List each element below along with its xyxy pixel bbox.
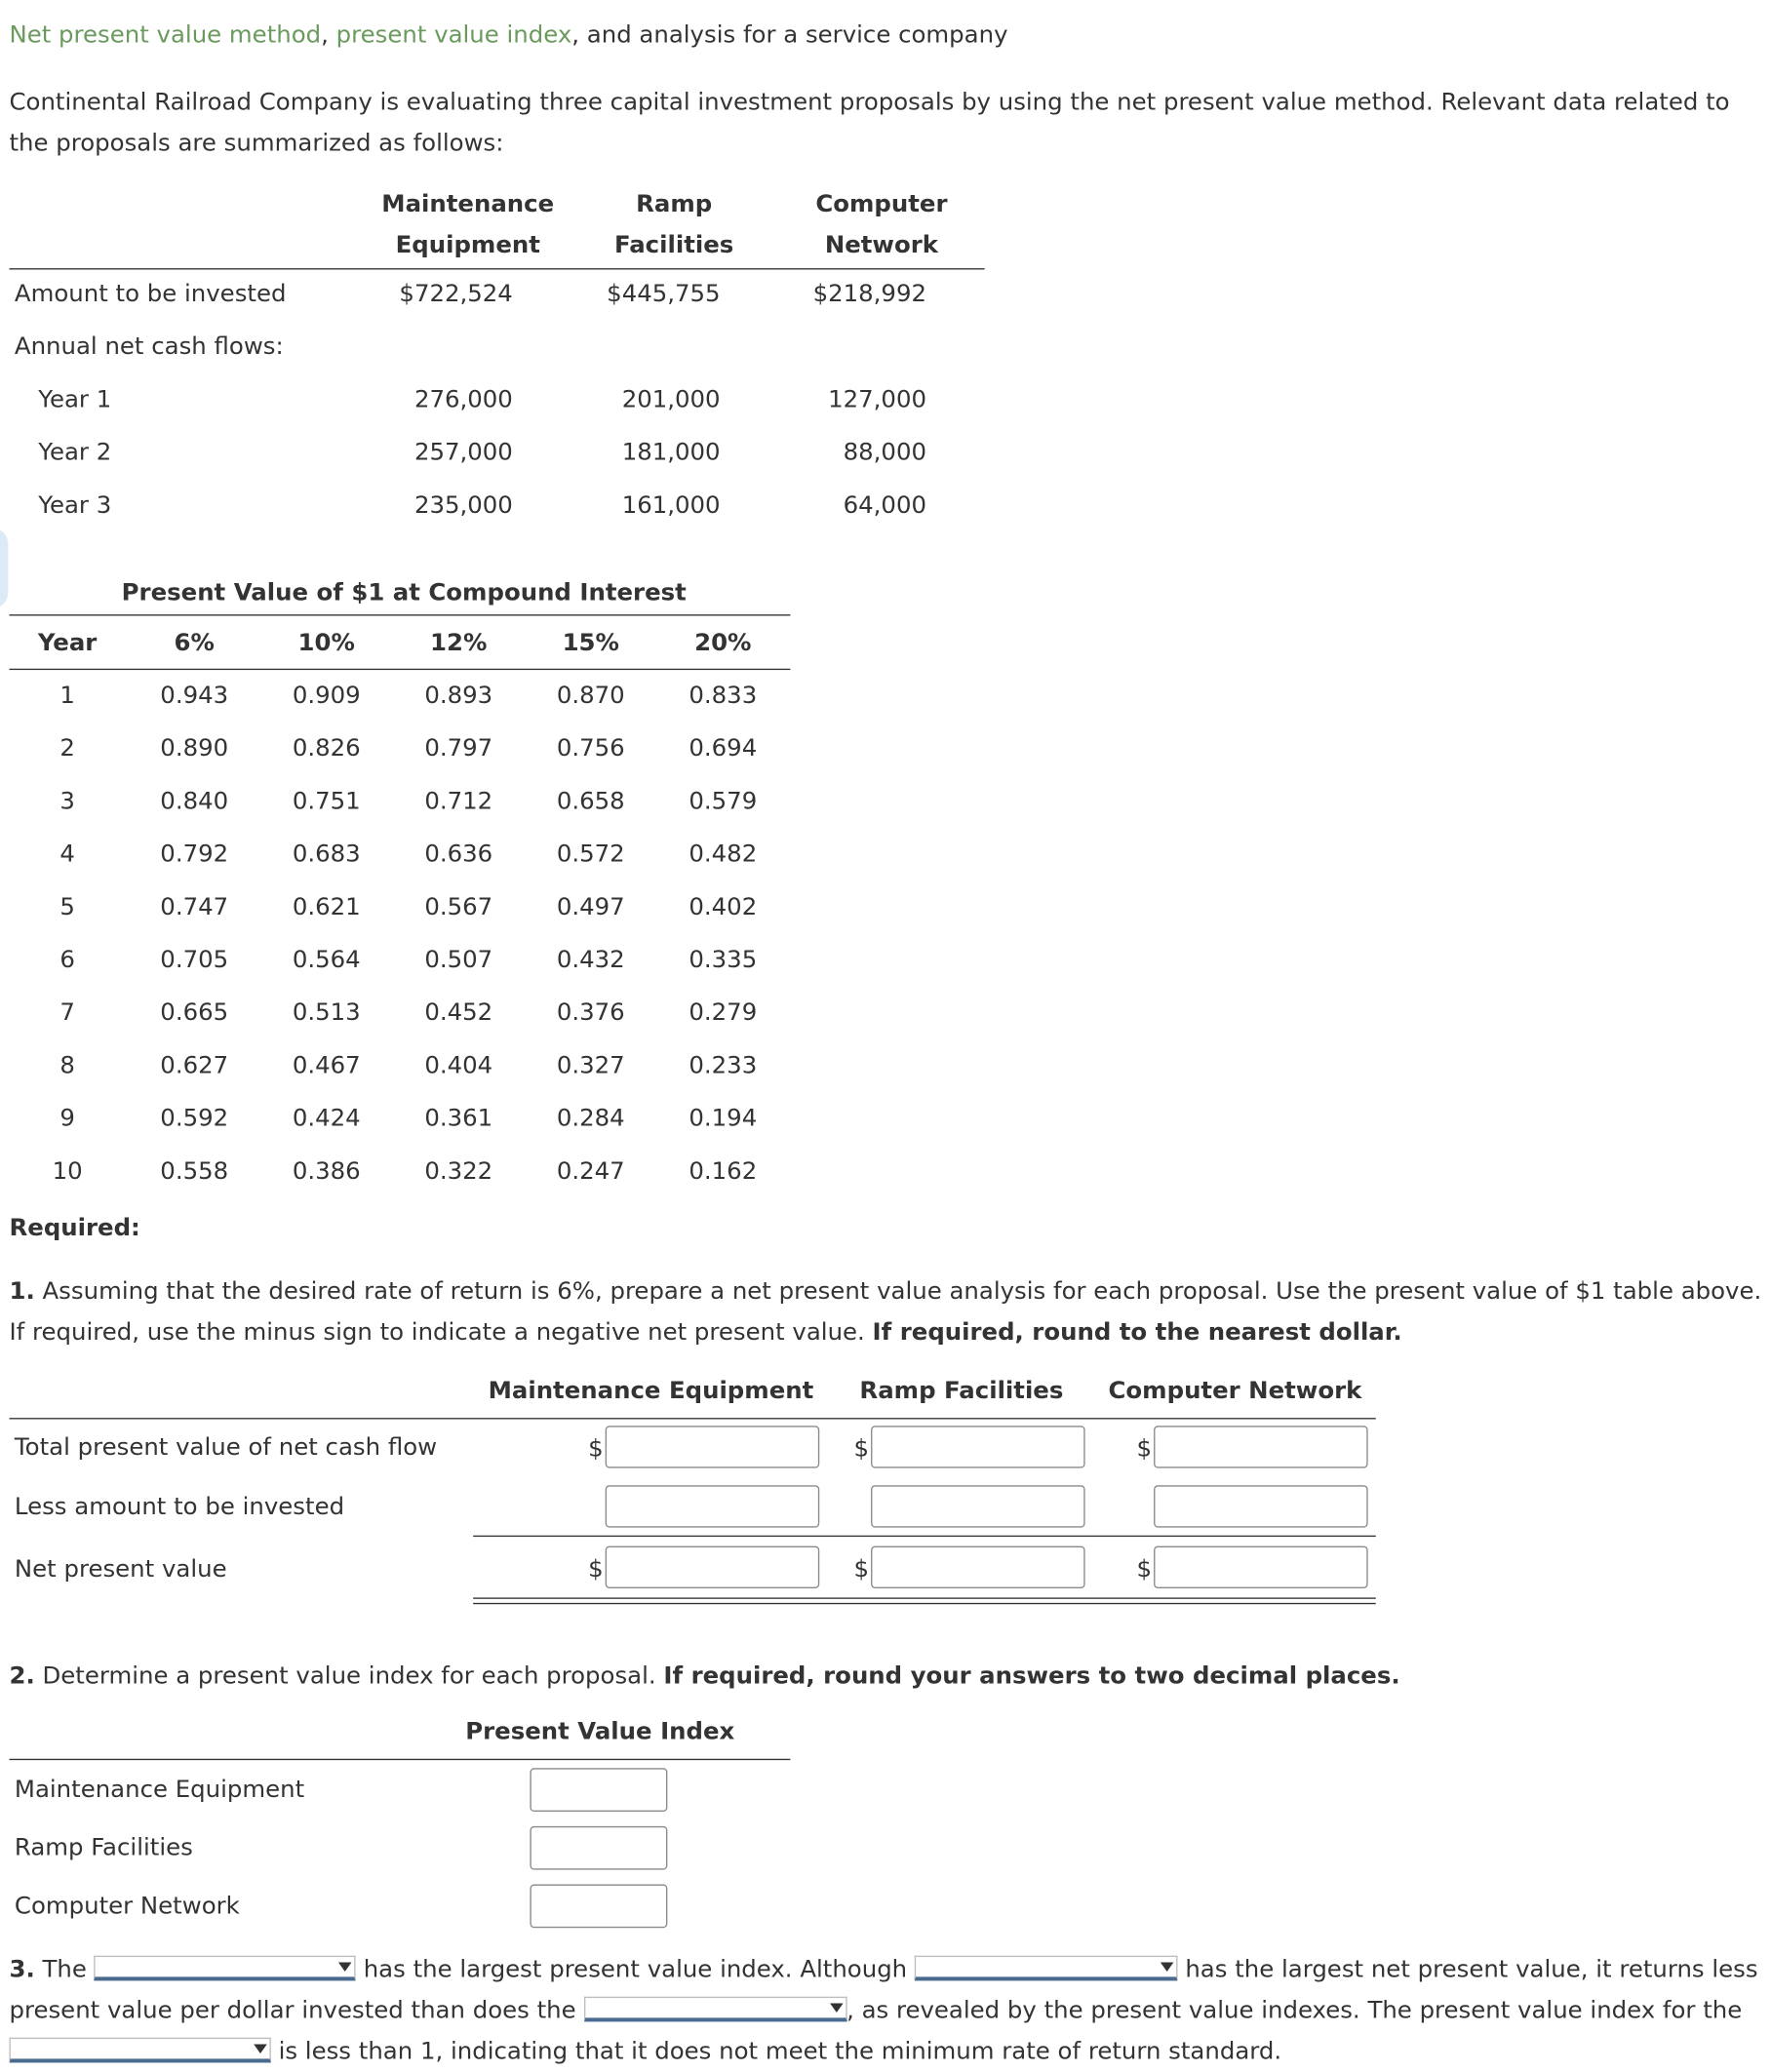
q3-number: 3. bbox=[9, 1955, 35, 1984]
pv-factor-cell: 0.636 bbox=[424, 840, 493, 869]
pv-factor-cell: 0.497 bbox=[556, 893, 625, 921]
largest-npv-select[interactable] bbox=[915, 1956, 1178, 1981]
cash-flow: 181,000 bbox=[621, 438, 721, 467]
pv-year-cell: 10 bbox=[52, 1157, 83, 1186]
pv-year-cell: 7 bbox=[59, 998, 75, 1027]
q2-bold: If required, round your answers to two decimal places. bbox=[663, 1662, 1400, 1691]
pv-header: 20% bbox=[694, 629, 752, 657]
pv-factor-cell: 0.564 bbox=[292, 946, 361, 974]
dollar-sign: $ bbox=[1136, 1555, 1152, 1583]
pvi-ramp-input[interactable] bbox=[530, 1826, 667, 1870]
npv-computer-input[interactable] bbox=[1154, 1546, 1368, 1588]
pv-factor-cell: 0.322 bbox=[424, 1157, 493, 1186]
pv-factor-cell: 0.247 bbox=[556, 1157, 625, 1186]
pv-header: 10% bbox=[297, 629, 355, 657]
pv-year-cell: 9 bbox=[59, 1104, 75, 1133]
pv-index-link[interactable]: present value index bbox=[335, 20, 572, 50]
pv-factor-cell: 0.840 bbox=[160, 787, 229, 816]
pv-factor-cell: 0.432 bbox=[556, 946, 625, 974]
pv-factor-cell: 0.756 bbox=[556, 734, 625, 762]
pv-factor-cell: 0.592 bbox=[160, 1104, 229, 1133]
pv-factor-cell: 0.833 bbox=[689, 682, 758, 710]
cash-flow: 161,000 bbox=[621, 491, 721, 520]
pv-factor-cell: 0.792 bbox=[160, 840, 229, 869]
pv-year-cell: 2 bbox=[59, 734, 75, 762]
pv-factor-cell: 0.194 bbox=[689, 1104, 758, 1133]
pv-factor-cell: 0.658 bbox=[556, 787, 625, 816]
pv-factor-cell: 0.705 bbox=[160, 946, 229, 974]
pv-factor-cell: 0.712 bbox=[424, 787, 493, 816]
pv-table-title: Present Value of $1 at Compound Interest bbox=[121, 578, 687, 607]
total-rule-1 bbox=[473, 1597, 1376, 1598]
pv-header: 12% bbox=[430, 629, 488, 657]
pv-factor-cell: 0.943 bbox=[160, 682, 229, 710]
pv-factor-cell: 0.376 bbox=[556, 998, 625, 1027]
pv-factor-cell: 0.467 bbox=[292, 1051, 361, 1080]
pv-factor-cell: 0.507 bbox=[424, 946, 493, 974]
largest-pvi-select[interactable] bbox=[95, 1956, 356, 1981]
chevron-down-icon bbox=[1161, 1962, 1174, 1971]
pv-header: 6% bbox=[174, 629, 215, 657]
npv-col-header: Computer Network bbox=[1108, 1377, 1362, 1405]
dollar-sign: $ bbox=[1136, 1434, 1152, 1464]
pv-top-rule bbox=[9, 614, 790, 615]
pvi-row-label: Ramp Facilities bbox=[14, 1834, 193, 1862]
problem-heading bbox=[9, 21, 1007, 49]
amount-maintenance: $722,524 bbox=[399, 280, 513, 308]
question-2 bbox=[9, 1656, 1766, 1697]
question-3 bbox=[9, 1949, 1766, 2072]
q3-text: has the largest present value index. Although bbox=[355, 1955, 915, 1984]
chevron-down-icon bbox=[829, 2003, 843, 2012]
year-label: Year 3 bbox=[38, 491, 112, 520]
pv-year-cell: 1 bbox=[59, 682, 75, 710]
col-header-maintenance: Maintenance Equipment bbox=[381, 190, 555, 259]
cash-flow: 88,000 bbox=[843, 438, 926, 467]
q3-text: The bbox=[34, 1955, 95, 1984]
q2-number: 2. bbox=[9, 1662, 35, 1691]
pv-year-cell: 5 bbox=[59, 893, 75, 921]
pv-factor-cell: 0.893 bbox=[424, 682, 493, 710]
q3-text: is less than 1, indicating that it does not meet the minimum rate of return standard. bbox=[270, 2037, 1282, 2066]
tpv-ramp-input[interactable] bbox=[871, 1426, 1085, 1467]
npv-row-label: Net present value bbox=[14, 1555, 227, 1583]
invest-ramp-input[interactable] bbox=[871, 1485, 1085, 1527]
amount-computer: $218,992 bbox=[812, 280, 926, 308]
year-label: Year 1 bbox=[38, 385, 112, 414]
pv-factor-cell: 0.567 bbox=[424, 893, 493, 921]
pv-factor-cell: 0.162 bbox=[689, 1157, 758, 1186]
pv-factor-cell: 0.747 bbox=[160, 893, 229, 921]
invest-maintenance-input[interactable] bbox=[606, 1485, 820, 1527]
pv-factor-cell: 0.826 bbox=[292, 734, 361, 762]
pv-factor-cell: 0.572 bbox=[556, 840, 625, 869]
pvi-maintenance-input[interactable] bbox=[530, 1768, 667, 1812]
intro-paragraph: Continental Railroad Company is evaluating three capital investment proposals by using the net present value method. Relevant data related to the proposals are summarized as follows: bbox=[9, 88, 1730, 158]
invest-computer-input[interactable] bbox=[1154, 1485, 1368, 1527]
pv-factor-cell: 0.683 bbox=[292, 840, 361, 869]
pv-factor-cell: 0.284 bbox=[556, 1104, 625, 1133]
q2-text: Determine a present value index for each proposal. bbox=[34, 1662, 664, 1691]
dollar-sign: $ bbox=[588, 1555, 604, 1583]
pvi-header-rule bbox=[9, 1759, 790, 1760]
pv-year-cell: 8 bbox=[59, 1051, 75, 1080]
chevron-down-icon bbox=[338, 1962, 352, 1971]
pv-factor-cell: 0.665 bbox=[160, 998, 229, 1027]
pv-factor-cell: 0.627 bbox=[160, 1051, 229, 1080]
amount-label: Amount to be invested bbox=[14, 280, 287, 308]
npv-maintenance-input[interactable] bbox=[606, 1546, 820, 1588]
amount-ramp: $445,755 bbox=[607, 280, 721, 308]
cash-flow: 276,000 bbox=[413, 385, 513, 414]
pv-header: Year bbox=[37, 629, 98, 657]
cash-flow: 201,000 bbox=[621, 385, 721, 414]
annual-label: Annual net cash flows: bbox=[14, 332, 284, 361]
pv-factor-cell: 0.404 bbox=[424, 1051, 493, 1080]
dollar-sign: $ bbox=[853, 1434, 869, 1464]
pvi-row-label: Computer Network bbox=[14, 1892, 240, 1921]
npv-ramp-input[interactable] bbox=[871, 1546, 1085, 1588]
year-label: Year 2 bbox=[38, 438, 112, 467]
q1-number: 1. bbox=[9, 1277, 35, 1306]
compared-proposal-select[interactable] bbox=[583, 1997, 846, 2022]
npv-header-rule bbox=[9, 1418, 1375, 1419]
q3-text: has the largest net present value, it returns less present value per dollar invested than does the bbox=[9, 1955, 1758, 2025]
chevron-down-icon bbox=[254, 2044, 267, 2052]
cash-flow: 257,000 bbox=[413, 438, 513, 467]
heading-rest: , and analysis for a service company bbox=[571, 20, 1008, 50]
npv-col-header: Maintenance Equipment bbox=[488, 1377, 814, 1405]
pv-year-cell: 4 bbox=[59, 840, 75, 869]
q3-text: , as revealed by the present value indexes. The present value index for the bbox=[846, 1996, 1743, 2025]
npv-method-link[interactable]: Net present value method bbox=[9, 20, 322, 50]
pv-factor-cell: 0.279 bbox=[689, 998, 758, 1027]
npv-row-label: Total present value of net cash flow bbox=[14, 1433, 438, 1462]
pv-factor-cell: 0.233 bbox=[689, 1051, 758, 1080]
question-1 bbox=[9, 1271, 1766, 1353]
pv-factor-cell: 0.694 bbox=[689, 734, 758, 762]
npv-col-header: Ramp Facilities bbox=[859, 1377, 1064, 1405]
col-header-computer: Computer Network bbox=[815, 190, 948, 259]
side-tab bbox=[0, 528, 8, 607]
pv-factor-cell: 0.621 bbox=[292, 893, 361, 921]
cash-flow: 235,000 bbox=[413, 491, 513, 520]
pv-factor-cell: 0.327 bbox=[556, 1051, 625, 1080]
header-rule bbox=[9, 268, 984, 269]
pv-header-rule bbox=[9, 669, 790, 670]
pvi-header: Present Value Index bbox=[465, 1717, 735, 1746]
pv-factor-cell: 0.579 bbox=[689, 787, 758, 816]
pv-factor-cell: 0.797 bbox=[424, 734, 493, 762]
pv-factor-cell: 0.558 bbox=[160, 1157, 229, 1186]
col-header-ramp: Ramp Facilities bbox=[613, 190, 734, 259]
subtotal-rule bbox=[473, 1536, 1376, 1537]
cash-flow: 127,000 bbox=[828, 385, 926, 414]
below-one-select[interactable] bbox=[9, 2038, 270, 2063]
pv-factor-cell: 0.361 bbox=[424, 1104, 493, 1133]
heading-sep: , bbox=[321, 20, 336, 50]
pv-factor-cell: 0.482 bbox=[689, 840, 758, 869]
pv-factor-cell: 0.335 bbox=[689, 946, 758, 974]
pv-header: 15% bbox=[562, 629, 619, 657]
pv-year-cell: 3 bbox=[59, 787, 75, 816]
q1-text: Assuming that the desired rate of return is 6%, prepare a net present value analysis for each proposal. Use the present value of $1 table above. If required, use the minus sign to indicate a negative net present value. bbox=[9, 1277, 1762, 1347]
pv-factor-cell: 0.751 bbox=[292, 787, 361, 816]
q1-bold: If required, round to the nearest dollar. bbox=[872, 1318, 1402, 1347]
pv-factor-cell: 0.909 bbox=[292, 682, 361, 710]
dollar-sign: $ bbox=[588, 1434, 604, 1464]
npv-row-label: Less amount to be invested bbox=[14, 1493, 345, 1521]
dollar-sign: $ bbox=[853, 1555, 869, 1583]
pv-factor-cell: 0.513 bbox=[292, 998, 361, 1027]
pv-factor-cell: 0.424 bbox=[292, 1104, 361, 1133]
pvi-row-label: Maintenance Equipment bbox=[14, 1776, 305, 1804]
pv-factor-cell: 0.870 bbox=[556, 682, 625, 710]
pv-factor-cell: 0.890 bbox=[160, 734, 229, 762]
pv-year-cell: 6 bbox=[59, 946, 75, 974]
pv-factor-cell: 0.402 bbox=[689, 893, 758, 921]
pv-factor-cell: 0.452 bbox=[424, 998, 493, 1027]
tpv-maintenance-input[interactable] bbox=[606, 1426, 820, 1467]
tpv-computer-input[interactable] bbox=[1154, 1426, 1368, 1467]
pv-factor-cell: 0.386 bbox=[292, 1157, 361, 1186]
total-rule-2 bbox=[473, 1603, 1376, 1604]
required-label: Required: bbox=[9, 1214, 140, 1242]
cash-flow: 64,000 bbox=[843, 491, 926, 520]
pvi-computer-input[interactable] bbox=[530, 1885, 667, 1929]
